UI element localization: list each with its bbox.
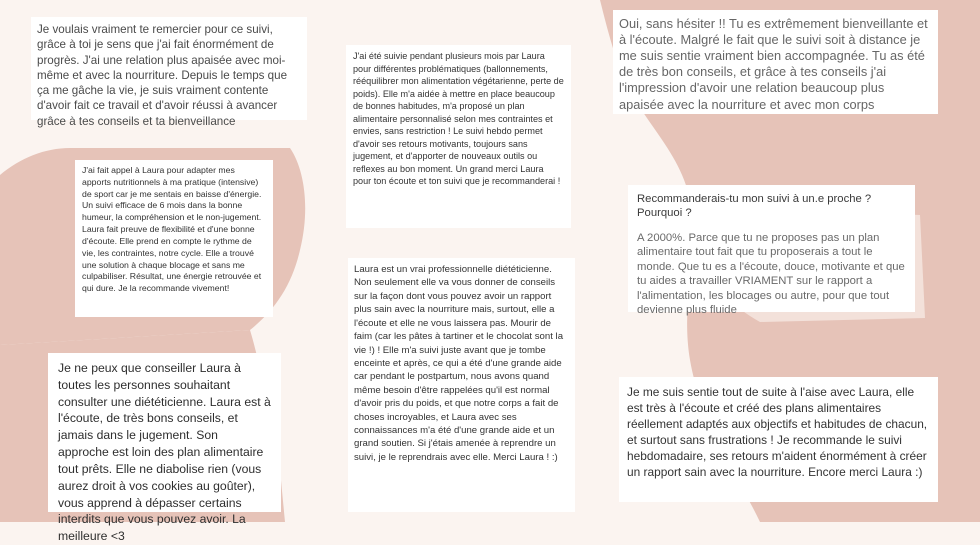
- testimonial-text: A 2000%. Parce que tu ne proposes pas un plan alimentaire tout fait que tu proposerais a tout le monde. Que tu es a l'écoute, douce, motivante et que tu aides a travailler VRIAMENT sur le rapport a l'alimentation, les blocages ou autre, pour que tout devienne plus fluide: [637, 231, 905, 317]
- testimonial-text: J'ai été suivie pendant plusieurs mois par Laura pour différentes problématiques (ballonnements, rééquilibrer mon alimentation végétarienne, perte de poids). Elle m'a aidée à mettre en place beaucoup de bonnes habitudes, m'a proposé un plan alimentaire personnalisé selon mes contraintes et envies, sans restriction ! Le suivi hebdo permet d'avoir ses retours motivants, toujours sans jugement, et d'apporter de nouveaux outils ou reflexes au bon moment. Un grand merci Laura pour ton écoute et ton suivi que je recommanderai !: [353, 51, 564, 187]
- testimonial-text: Je ne peux que conseiller Laura à toutes les personnes souhaitant consulter une diététicienne. Laura est à l'écoute, de très bons conseils, et jamais dans le jugement. Son approche est loin des plan alimentaire tout prêts. Elle ne diabolise rien (vous aurez droit à vos cookies au goûter), vous apprend à dépasser certains interdits que vous pouvez avoir. La meilleure <3: [58, 361, 271, 544]
- testimonial-card: [31, 17, 307, 128]
- testimonial-card: [613, 10, 938, 114]
- testimonial-text: J'ai fait appel à Laura pour adapter mes apports nutritionnels à ma pratique (intensive) de sport car je me sentais en baisse d'énergie. Un suivi efficace de 6 mois dans la bonne humeur, la compréhension et le non-jugement. Laura fait preuve de flexibilité et d'une bonne d'écoute. Elle prend en compte le rythme de vie, les contraintes, notre cycle. Elle a trouvé une solution à chaque blocage et sans me culpabiliser. Résultat, une énergie retrouvée et qui dure. Je la recommande vivement!: [82, 165, 262, 294]
- testimonial-card: [75, 160, 273, 317]
- testimonial-card: [48, 353, 281, 544]
- testimonial-card: [628, 185, 915, 317]
- testimonial-card: [346, 45, 571, 228]
- testimonial-card: [348, 258, 575, 512]
- testimonial-text: Laura est un vrai professionnelle diététicienne. Non seulement elle va vous donner de conseils sur la façon dont vous pouvez avoir un rapport plus sain avec la nourriture mais, surtout, elle a l'écoute et elle ne vous laissera pas. Mourir de faim (car les pâtes à tartiner et le chocolat sont la vie !) ! Elle m'a suivi juste avant que je tombe enceinte et après, ce qui a été d'une grande aide car pendant le postpartum, nous avons quand même besoin d'être rappelées qu'il est normal d'avoir pris du poids, et que notre corps a fait de choses incroyables, et Laura avec ses connaissances m'a été d'une grande aide et un grand soutien. Si j'étais amenée à reprendre un suivi, je le reprendrais avec elle. Merci Laura ! :): [354, 264, 564, 463]
- testimonial-question: Recommanderais-tu mon suivi à un.e proche ? Pourquoi ?: [637, 193, 872, 220]
- testimonial-text: Oui, sans hésiter !! Tu es extrêmement bienveillante et à l'écoute. Malgré le fait que le suivi soit à distance je me suis sentie vraiment bien accompagnée. Tu as été de très bon conseils, et grâce à tes conseils j'ai l'impression d'avoir une relation beaucoup plus apaisée avec la nourriture et avec mon corps: [619, 16, 928, 112]
- testimonial-text: Je me suis sentie tout de suite à l'aise avec Laura, elle est très à l'écoute et créé des plans alimentaires réellement adaptés aux objectifs et habitudes de chacun, et surtout sans frustrations ! Je recommande le suivi hebdomadaire, ses retours m'aident énormément à créer un rapport sain avec la nourriture. Encore merci Laura :): [627, 385, 928, 480]
- testimonial-card: [619, 377, 938, 502]
- testimonial-text: Je voulais vraiment te remercier pour ce suivi, grâce à toi je sens que j'ai fait énormément de progrès. J'ai une relation plus apaisée avec moi-même et avec la nourriture. Depuis le temps que ça me gâche la vie, je suis vraiment contente d'avoir fait ce travail et d'avoir réussi à avancer grâce à tes conseils et ta bienveillance: [37, 23, 288, 128]
